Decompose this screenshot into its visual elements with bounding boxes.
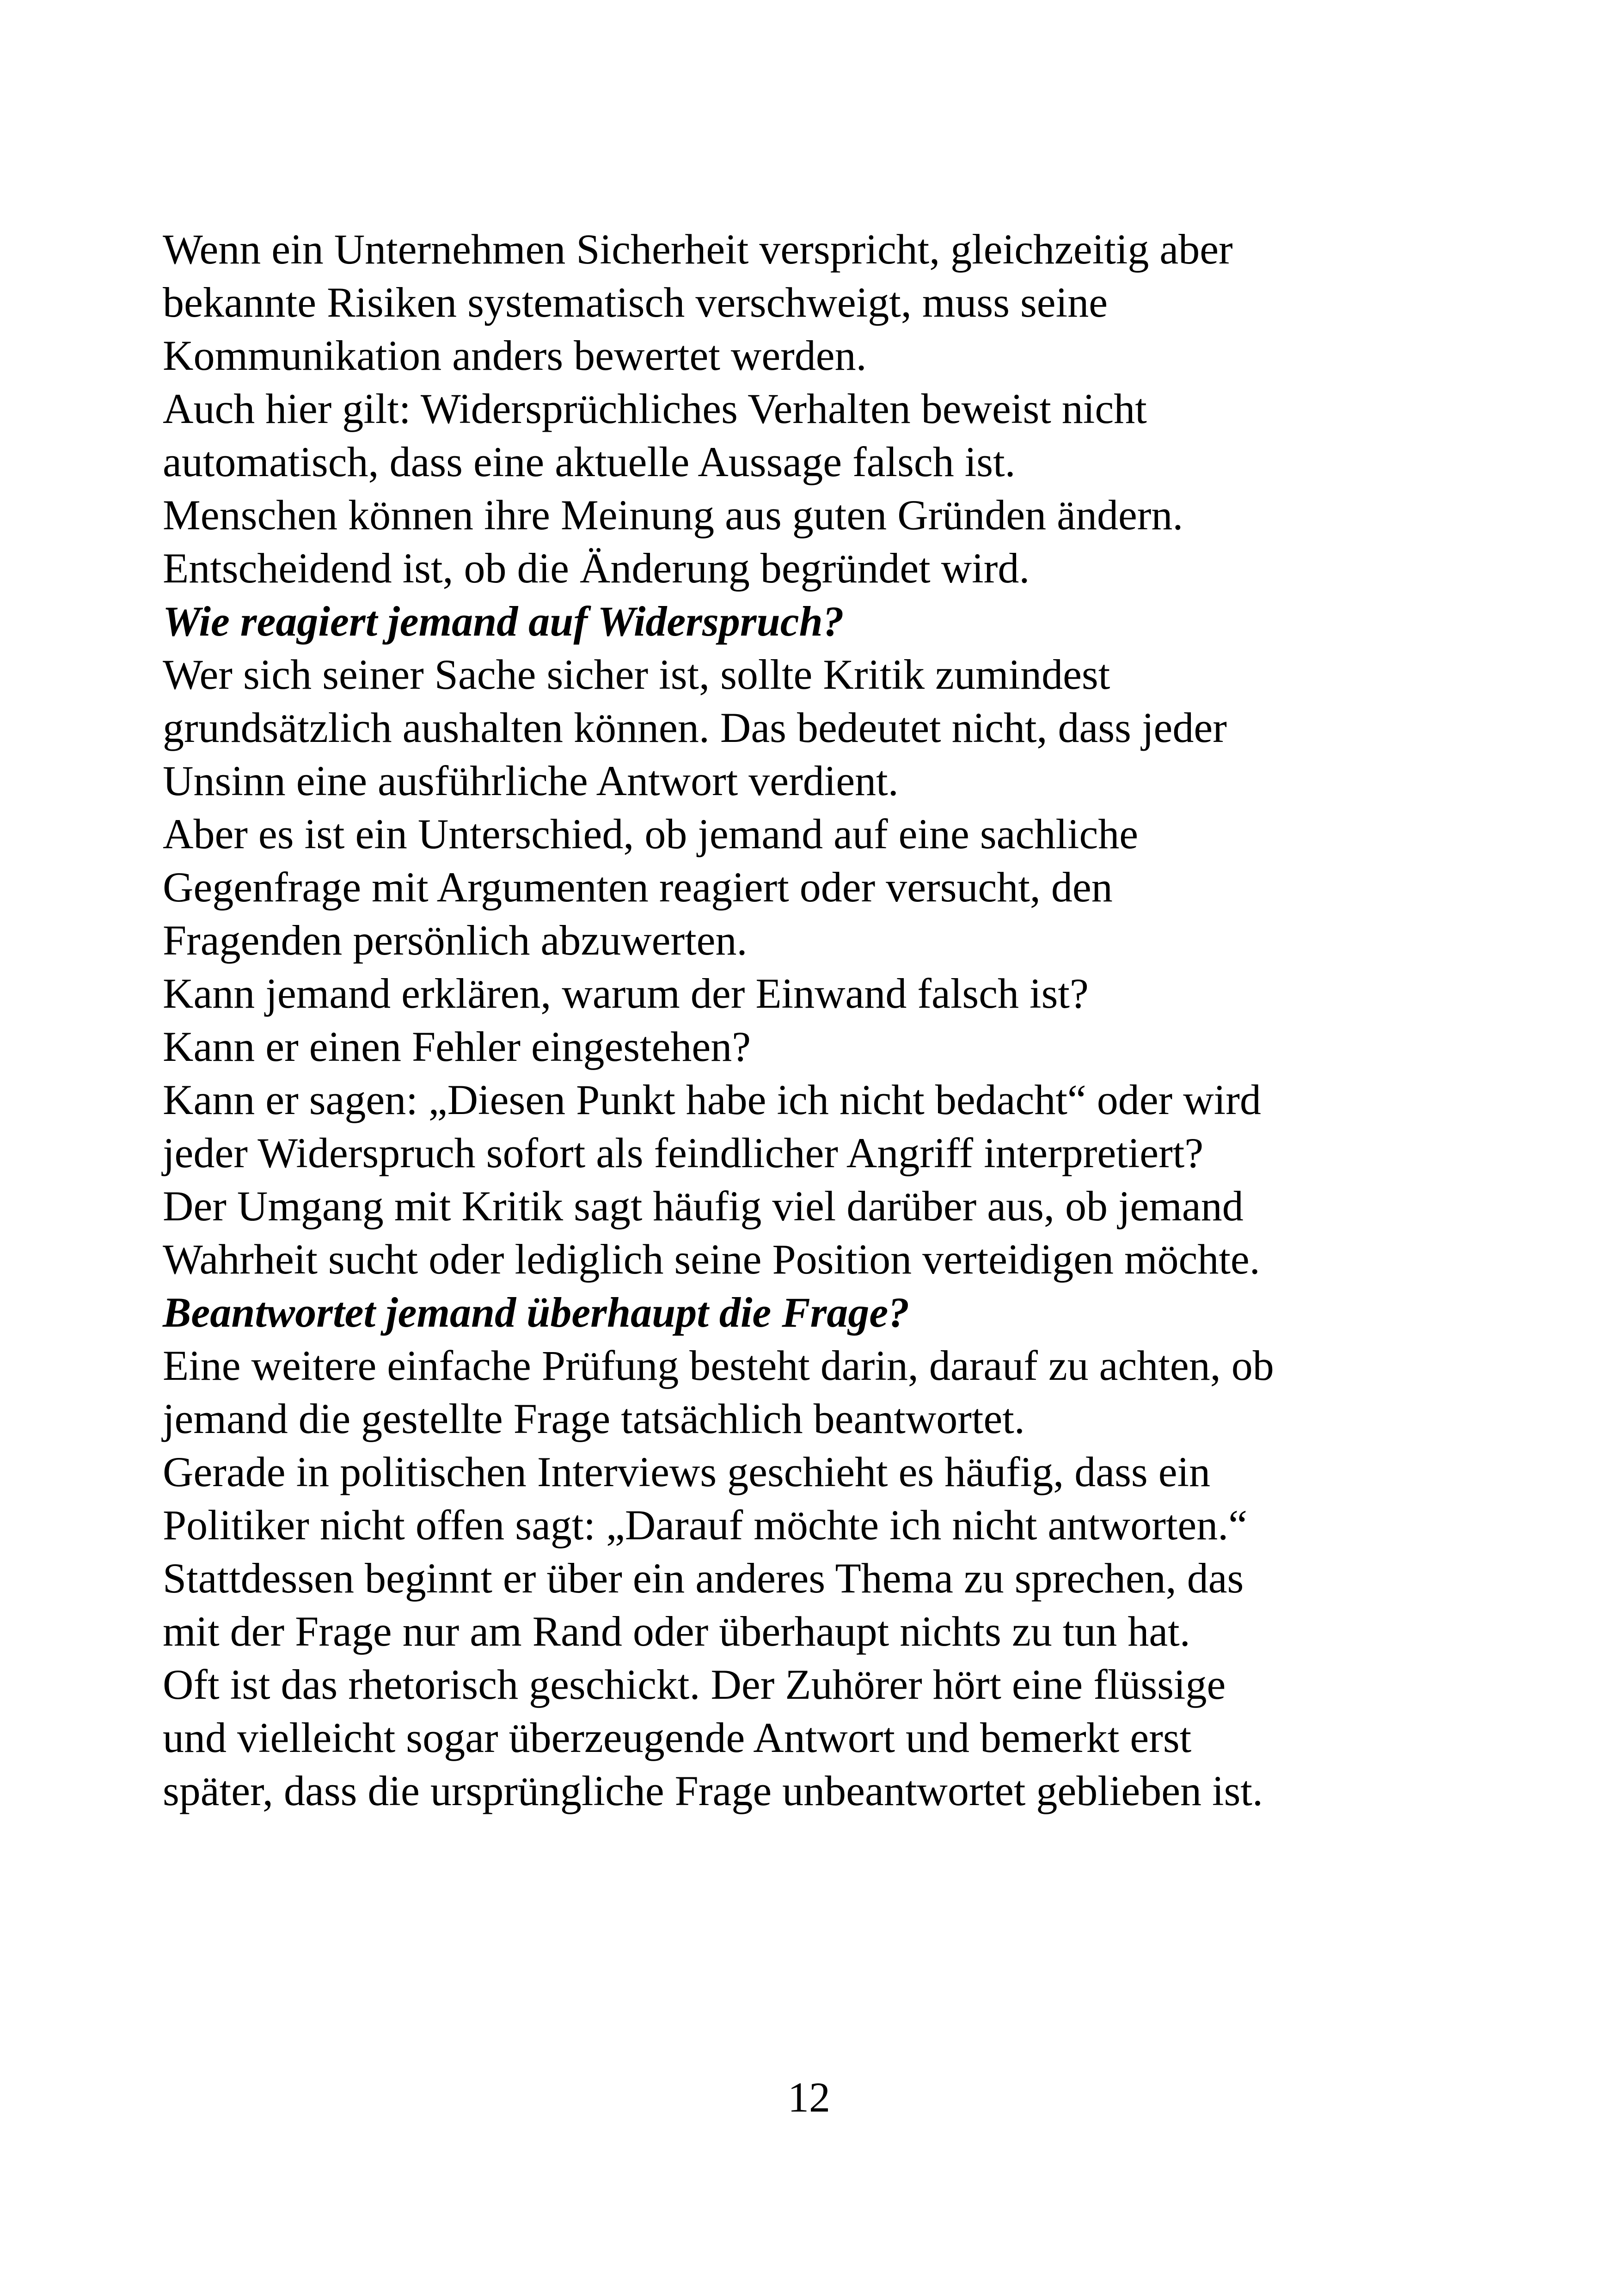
text-line: Entscheidend ist, ob die Änderung begründet wird.	[163, 545, 1030, 592]
text-line: Oft ist das rhetorisch geschickt. Der Zuhörer hört eine flüssige	[163, 1661, 1226, 1708]
text-line: automatisch, dass eine aktuelle Aussage falsch ist.	[163, 438, 1016, 485]
text-line: Eine weitere einfache Prüfung besteht darin, darauf zu achten, ob	[163, 1342, 1274, 1389]
text-line: Wenn ein Unternehmen Sicherheit verspricht, gleichzeitig aber	[163, 226, 1233, 273]
text-line: Gegenfrage mit Argumenten reagiert oder versucht, den	[163, 863, 1113, 911]
text-line: Unsinn eine ausführliche Antwort verdient.	[163, 757, 899, 804]
text-line: Fragenden persönlich abzuwerten.	[163, 917, 748, 964]
text-line: bekannte Risiken systematisch verschweigt, muss seine	[163, 279, 1108, 326]
text-line: Kann er sagen: „Diesen Punkt habe ich nicht bedacht“ oder wird	[163, 1076, 1261, 1123]
text-line: Gerade in politischen Interviews geschieht es häufig, dass ein	[163, 1448, 1211, 1495]
page-number: 12	[788, 2074, 830, 2121]
text-line: Auch hier gilt: Widersprüchliches Verhalten beweist nicht	[163, 385, 1147, 432]
text-line: später, dass die ursprüngliche Frage unbeantwortet geblieben ist.	[163, 1767, 1263, 1814]
text-line: Kann er einen Fehler eingestehen?	[163, 1023, 751, 1070]
text-line: Aber es ist ein Unterschied, ob jemand auf eine sachliche	[163, 810, 1139, 857]
body-text	[163, 223, 1503, 1818]
section-heading: Wie reagiert jemand auf Widerspruch?	[163, 598, 844, 645]
text-line: Wer sich seiner Sache sicher ist, sollte Kritik zumindest	[163, 651, 1110, 698]
text-line: Kommunikation anders bewertet werden.	[163, 332, 867, 379]
section-heading: Beantwortet jemand überhaupt die Frage?	[163, 1289, 910, 1336]
text-line: Stattdessen beginnt er über ein anderes Thema zu sprechen, das	[163, 1555, 1244, 1602]
text-line: Wahrheit sucht oder lediglich seine Position verteidigen möchte.	[163, 1236, 1260, 1283]
text-line: jemand die gestellte Frage tatsächlich beantwortet.	[163, 1395, 1025, 1442]
text-line: grundsätzlich aushalten können. Das bedeutet nicht, dass jeder	[163, 704, 1227, 751]
text-line: Der Umgang mit Kritik sagt häufig viel darüber aus, ob jemand	[163, 1182, 1244, 1230]
text-line: jeder Widerspruch sofort als feindlicher Angriff interpretiert?	[163, 1129, 1204, 1176]
text-line: mit der Frage nur am Rand oder überhaupt nichts zu tun hat.	[163, 1608, 1190, 1655]
text-line: Kann jemand erklären, warum der Einwand falsch ist?	[163, 970, 1089, 1017]
text-line: und vielleicht sogar überzeugende Antwort und bemerkt erst	[163, 1714, 1192, 1761]
text-line: Menschen können ihre Meinung aus guten Gründen ändern.	[163, 491, 1183, 539]
text-line: Politiker nicht offen sagt: „Darauf möchte ich nicht antworten.“	[163, 1501, 1248, 1549]
